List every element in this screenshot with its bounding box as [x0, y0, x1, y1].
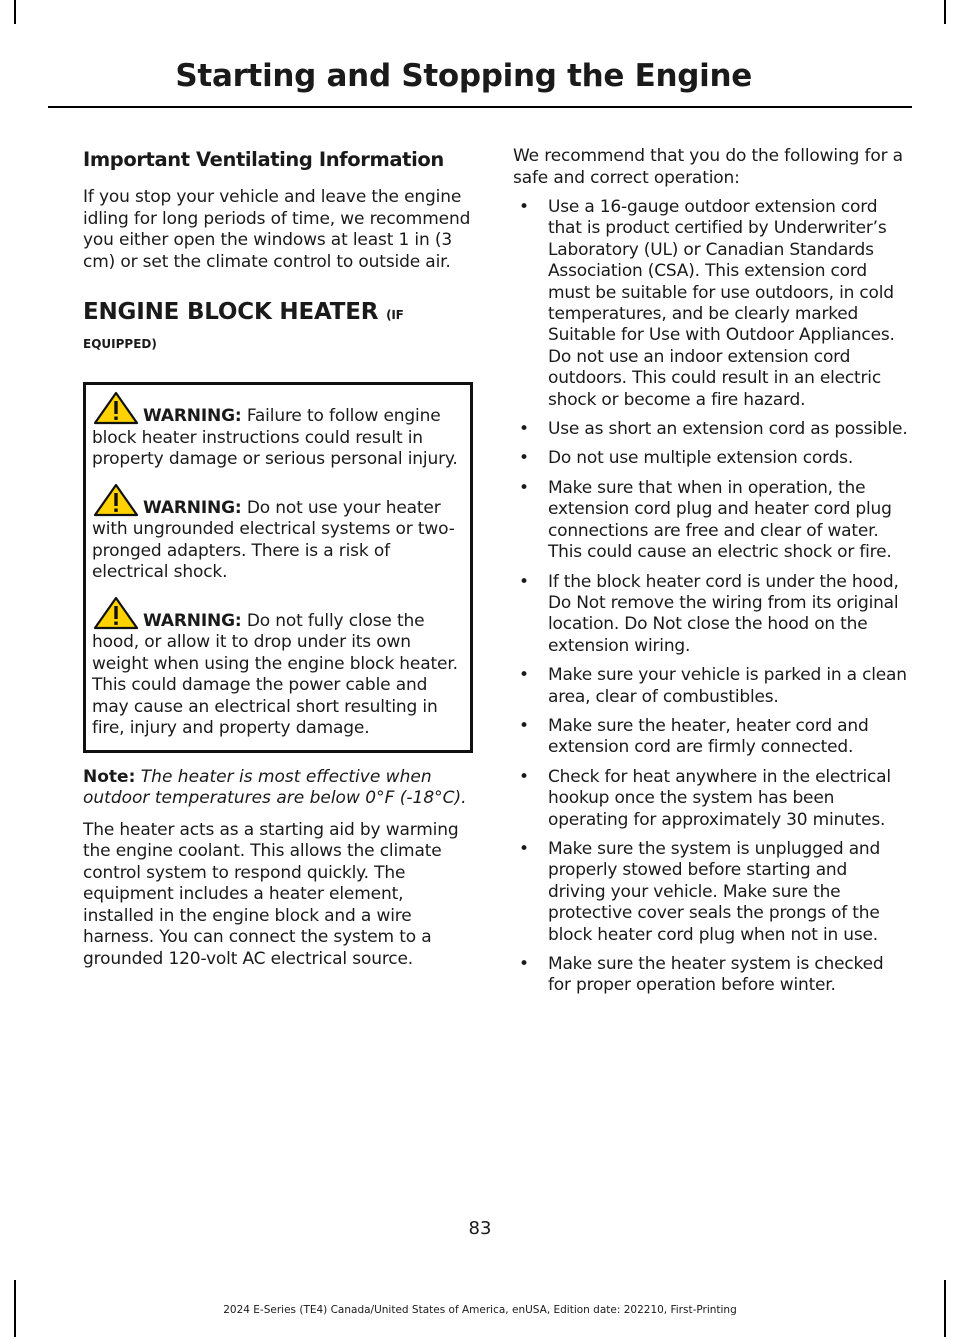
warning-item	[92, 391, 464, 471]
warning-triangle-icon	[93, 596, 139, 630]
recommend-intro: We recommend that you do the following for a safe and correct operation:	[513, 146, 903, 188]
warning-text: Do not use your heater with ungrounded electrical systems or two-pronged adapters. There is a risk of electrical shock.	[92, 497, 455, 582]
bullet-icon: •	[519, 419, 529, 440]
warning-text: Do not fully close the hood, or allow it to drop under its own weight when using the engine block heater. This could damage the power cable and may cause an electrical short resulting in fire, injury and property damage.	[92, 610, 458, 738]
list-item: • Make sure the heater, heater cord and extension cord are firmly connected.	[519, 715, 869, 758]
bullet-icon: •	[519, 715, 529, 736]
bullet-icon: •	[519, 954, 529, 974]
page-number: 83	[468, 1218, 492, 1239]
list-item: • Use as short an extension cord as possible.	[519, 419, 908, 440]
crop-mark-top-right	[944, 0, 946, 24]
bullet-icon: •	[519, 665, 529, 686]
bullet-icon: •	[519, 838, 529, 859]
section-title-suffix-line: EQUIPPED)	[83, 337, 157, 351]
section-title	[83, 295, 473, 332]
warning-text: Failure to follow engine block heater instructions could result in property damage or serious personal injury.	[92, 406, 458, 469]
list-item: • Make sure the system is unplugged and properly stowed before starting and driving your vehicle. Make sure the protective cover seals the prongs of the block heater cord plug when not in use.	[519, 838, 881, 945]
crop-mark-top-left	[14, 0, 16, 24]
warning-triangle-icon	[93, 483, 139, 517]
bullet-icon: •	[519, 197, 529, 217]
right-column	[513, 146, 908, 1005]
bullet-icon: •	[519, 571, 529, 592]
list-item: • Make sure the heater system is checked for proper operation before winter.	[519, 954, 884, 996]
warning-label: WARNING:	[143, 406, 242, 426]
warning-item	[92, 596, 464, 740]
list-item: • Make sure your vehicle is parked in a clean area, clear of combustibles.	[519, 665, 907, 707]
left-column	[83, 146, 473, 980]
list-item: • Make sure that when in operation, the extension cord plug and heater cord plug connections are free and clear of water. This could cause an electric shock or fire.	[519, 477, 892, 563]
recommendation-list	[513, 197, 908, 997]
warning-label: WARNING:	[143, 610, 242, 631]
bullet-icon: •	[519, 766, 529, 787]
warning-box	[83, 382, 473, 753]
warning-triangle-icon	[93, 391, 139, 425]
heater-description: The heater acts as a starting aid by warming the engine coolant. This allows the climate control system to respond quickly. The equipment includes a heater element, installed in the engine block and a wire harness. You can connect the system to a grounded 120-volt AC electrical source.	[83, 819, 459, 969]
list-item: • Use a 16-gauge outdoor extension cord that is product certified by Underwriter’s Laboratory (UL) or Canadian Standards Association (CSA). This extension cord must be suitable for use outdoors, in cold temperatures, and be clearly marked Suitable for Use with Outdoor Appliances. Do not use an indoor extension cord outdoors. This could result in an electric shock or become a fire hazard.	[519, 197, 895, 410]
section-title-suffix: (IF	[386, 308, 404, 322]
list-item: • Check for heat anywhere in the electrical hookup once the system has been operating for approximately 30 minutes.	[519, 766, 891, 830]
bullet-icon: •	[519, 477, 529, 498]
warning-item	[92, 483, 464, 584]
note-text: The heater is most effective when outdoor temperatures are below 0°F (-18°C).	[83, 766, 467, 808]
list-item: • Do not use multiple extension cords.	[519, 448, 854, 469]
bullet-icon: •	[519, 448, 529, 469]
header-rule	[48, 106, 912, 108]
page-header-title: Starting and Stopping the Engine	[175, 58, 752, 94]
edition-footer: 2024 E-Series (TE4) Canada/United States of America, enUSA, Edition date: 202210, First-Printing	[223, 1304, 737, 1316]
list-item: • If the block heater cord is under the hood, Do Not remove the wiring from its original location. Do Not close the hood on the extension wiring.	[519, 571, 899, 656]
ventilating-text: If you stop your vehicle and leave the engine idling for long periods of time, we recommend you either open the windows at least 1 in (3 cm) or set the climate control to outside air.	[83, 187, 471, 272]
section-title-text: ENGINE BLOCK HEATER	[83, 299, 379, 325]
ventilating-heading: Important Ventilating Information	[83, 148, 444, 171]
note	[83, 767, 473, 810]
warning-label: WARNING:	[143, 497, 242, 518]
note-label: Note:	[83, 766, 136, 787]
